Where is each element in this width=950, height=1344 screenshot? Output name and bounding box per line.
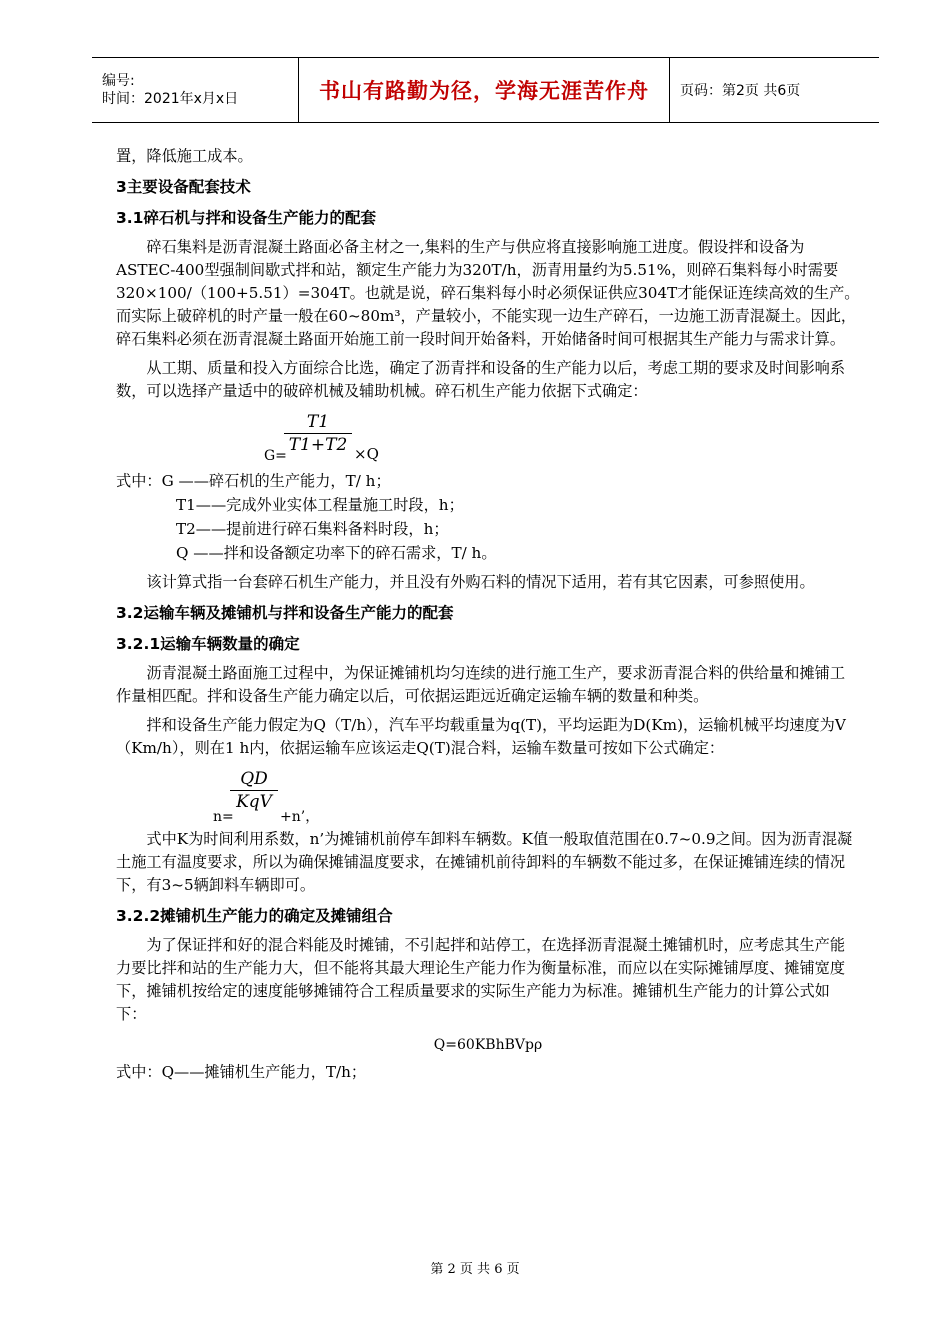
paragraph: 为了保证拌和好的混合料能及时摊铺，不引起拌和站停工，在选择沥青混凝土摊铺机时，应考虑其生产能力要比拌和站的生产能力大，但不能将其最大理论生产能力作为衡量标准，而应以在实际摊铺厚度、摊铺宽度下，摊铺机按给定的速度能够摊铺符合工程质量要求的实际生产能力为标准。摊铺机生产能力的计算公式如下：: [116, 936, 846, 1023]
definition: 式中：Q——摊铺机生产能力，T/h；: [116, 1063, 367, 1081]
serial-label: 编号:: [102, 73, 135, 89]
fraction-denominator: KqV: [236, 792, 272, 812]
paragraph: 置，降低施工成本。: [116, 147, 253, 165]
formula-rhs: +n’，: [280, 809, 320, 825]
definition: 式中：G ——碎石机的生产能力，T/ h；: [116, 472, 391, 490]
formula-rhs: ×Q: [354, 445, 379, 463]
section-heading: 3主要设备配套技术: [116, 178, 251, 196]
header-meta: [92, 58, 299, 123]
paragraph: 从工期、质量和投入方面综合比选，确定了沥青拌和设备的生产能力以后，考虑工期的要求及时间影响系数，可以选择产量适中的破碎机械及辅助机械。碎石机生产能力依据下式确定：: [116, 359, 846, 400]
subsection-heading: 3.2.2摊铺机生产能力的确定及摊铺组合: [116, 907, 393, 925]
document-body: [116, 145, 860, 1084]
paragraph: 拌和设备生产能力假定为Q（T/h），汽车平均载重量为q(T)，平均运距为D(Km)，运输机械平均速度为V（Km/h），则在1 h内，依据运输车应该运走Q(T)混合料，运输车数量可按如下公式确定：: [116, 716, 846, 757]
paragraph: 沥青混凝土路面施工过程中，为保证摊铺机均匀连续的进行施工生产，要求沥青混合料的供给量和摊铺工作量相匹配。拌和设备生产能力确定以后，可依据运距远近确定运输车辆的数量和种类。: [116, 664, 846, 705]
formula-lhs: n=: [213, 809, 234, 825]
definition: T1——完成外业实体工程量施工时段，h；: [176, 496, 464, 514]
header-page-label: 页码：第2页 共6页: [670, 58, 880, 123]
formula-paver-capacity: Q=60KBhBVpρ: [433, 1037, 543, 1053]
document-header: [92, 57, 879, 123]
subsection-heading: 3.2运输车辆及摊铺机与拌和设备生产能力的配套: [116, 604, 454, 622]
header-motto: 书山有路勤为径，学海无涯苦作舟: [299, 58, 670, 123]
formula-crusher-capacity: [116, 411, 860, 469]
page-footer: 第 2 页 共 6 页: [430, 1262, 520, 1277]
subsection-heading: 3.2.1运输车辆数量的确定: [116, 635, 300, 653]
formula-fraction: [230, 768, 278, 813]
paragraph: 碎石集料是沥青混凝土路面必备主材之一,集料的生产与供应将直接影响施工进度。假设拌和设备为ASTEC-400型强制间歇式拌和站，额定生产能力为320T/h，沥青用量约为5.51%，则碎石集料每小时需要320×100/（100+5.51）=304T。也就是说，碎石集料每小时必须保证供应304T才能保证连续高效的生产。而实际上破碎机的时产量一般在60~80m³，产量较小，不能实现一边生产碎石，一边施工沥青混凝土。因此，碎石集料必须在沥青混凝土路面开始施工前一段时间开始备料，开始储备时间可根据其生产能力与需求计算。: [116, 238, 860, 348]
definition: Q ——拌和设备额定功率下的碎石需求，T/ h。: [176, 544, 497, 562]
fraction-numerator: T1: [306, 412, 330, 432]
fraction-numerator: QD: [240, 769, 268, 789]
paragraph: 式中K为时间利用系数，n’为摊铺机前停车卸料车辆数。K值一般取值范围在0.7~0.9之间。因为沥青混凝土施工有温度要求，所以为确保摊铺温度要求，在摊铺机前待卸料的车辆数不能过多，在保证摊铺连续的情况下，有3~5辆卸料车辆即可。: [116, 830, 853, 894]
paragraph: 该计算式指一台套碎石机生产能力，并且没有外购石料的情况下适用，若有其它因素，可参照使用。: [146, 573, 815, 591]
subsection-heading: 3.1碎石机与拌和设备生产能力的配套: [116, 209, 376, 227]
formula-truck-count: [116, 766, 860, 828]
fraction-denominator: T1+T2: [288, 435, 348, 455]
formula-definitions: [116, 469, 860, 565]
formula-fraction: [284, 411, 352, 456]
formula-lhs: G=: [264, 448, 287, 464]
time-label: 时间：2021年x月x日: [102, 91, 239, 107]
definition: T2——提前进行碎石集料备料时段，h；: [176, 520, 449, 538]
